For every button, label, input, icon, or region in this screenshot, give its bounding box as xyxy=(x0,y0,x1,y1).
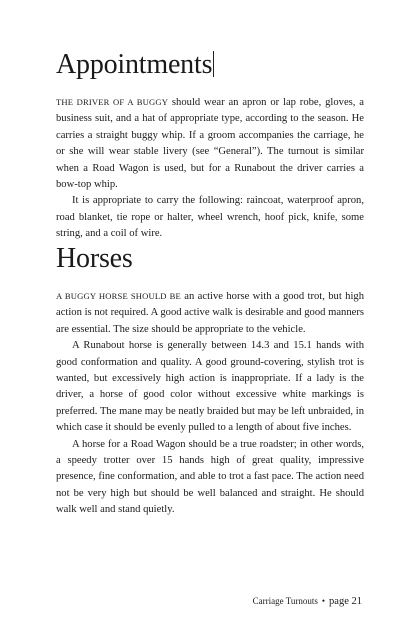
horses-heading: Horses xyxy=(56,243,133,274)
appointments-paragraph-1-text: should wear an apron or lap robe, gloves, a business suit, and a hat of appropriate type, according to the season. He carries a straight buggy whip. If a groom accompanies the carriage, he or she will wear stable livery (see “General”). The turnout is similar when a Road Wagon is used, but for a Runabout the driver carries a bow-top whip. xyxy=(56,97,364,191)
footer-separator: • xyxy=(321,596,326,606)
text-cursor xyxy=(213,51,214,77)
appointments-section xyxy=(56,48,364,243)
horses-section xyxy=(56,242,364,519)
appointments-heading-text: Appointments xyxy=(56,49,213,80)
horses-paragraph-1-text: an active horse with a good trot, but high action is not required. A good active walk is desirable and good manners are essential. The size should be appropriate to the vehicle. xyxy=(56,291,364,335)
horses-paragraph-3: A horse for a Road Wagon should be a true roadster; in other words, a speedy trotter over 15 hands high of great quality, impressive presence, fine conformation, and able to trot a fast pace. The action need not be very high but should be well balanced and straight. He should walk well and stand quietly. xyxy=(56,438,364,516)
page-number: page 21 xyxy=(329,596,362,607)
appointments-heading xyxy=(56,48,364,82)
horses-paragraph-2: A Runabout horse is generally between 14.3 and 15.1 hands with good conformation and quality. A good ground-covering, stylish trot is wanted, but excessively high action is inappropriate. If a lady is the driver, a horse of good color without excessive white markings is preferred. The mane may be neatly braided but may be left unbraided, in which case it should be evenly pulled to a length of about five inches. xyxy=(56,340,364,434)
running-title: Carriage Turnouts xyxy=(252,596,318,606)
horses-paragraph-1 xyxy=(56,288,364,338)
horses-paragraph-1-lead: A BUGGY HORSE SHOULD BE xyxy=(56,291,181,301)
appointments-paragraph-2: It is appropriate to carry the following: raincoat, waterproof apron, road blanket, tie rope or halter, wheel wrench, hoof pick, knife, some string, and a coil of wire. xyxy=(56,195,364,240)
appointments-paragraph-1-lead: THE DRIVER OF A BUGGY xyxy=(56,97,169,107)
page-footer xyxy=(253,596,362,607)
appointments-paragraph-1 xyxy=(56,94,364,193)
